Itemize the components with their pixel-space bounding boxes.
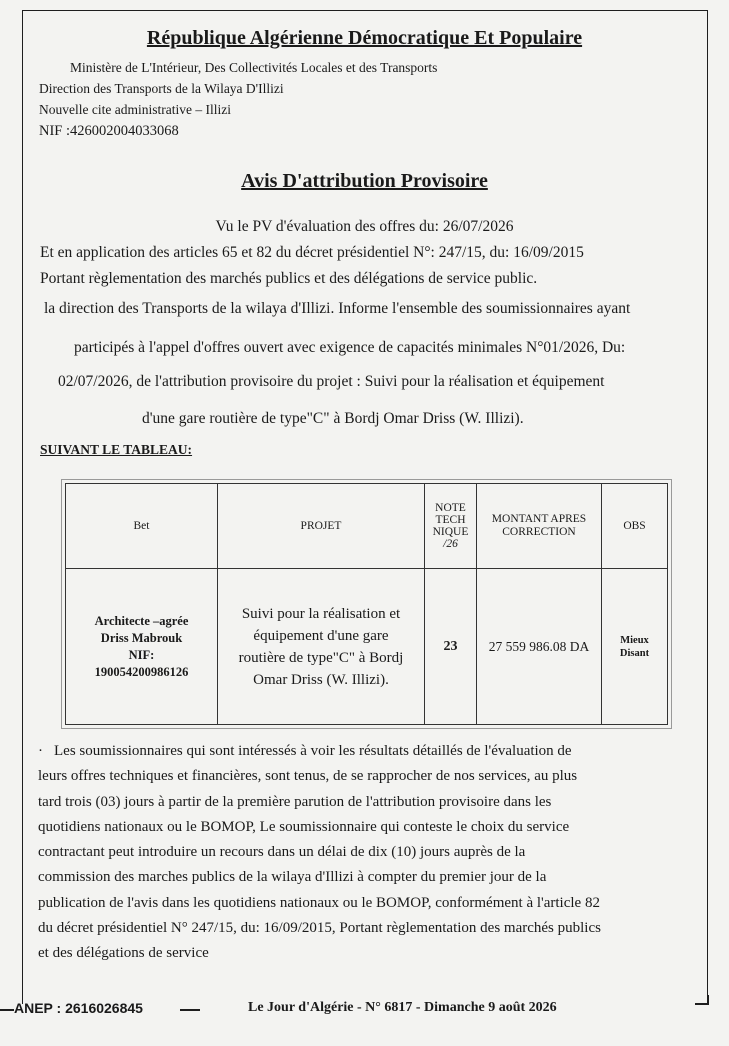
paragraph-line: quotidiens nationaux ou le BOMOP, Le soumissionnaire qui conteste le choix du service [38, 818, 570, 835]
header-bet: Bet [66, 484, 218, 569]
notice-line-1: Vu le PV d'évaluation des offres du: 26/07/2026 [215, 218, 514, 235]
cell-montant: 27 559 986.08 DA [477, 569, 602, 725]
paragraph-line: et des délégations de service [38, 945, 209, 962]
notice-line-3: Portant règlementation des marchés publics et des délégations de service public. [40, 270, 538, 287]
direction-line: Direction des Transports de la Wilaya D'Illizi [39, 81, 284, 96]
table-header-row [66, 484, 668, 569]
header-montant: MONTANT APRES CORRECTION [477, 484, 602, 569]
cell-obs: Mieux Disant [602, 569, 668, 725]
address-line: Nouvelle cite administrative – Illizi [39, 102, 231, 117]
paragraph-line: commission des marches publics de la wilaya d'Illizi à compter du premier jour de la [38, 869, 547, 886]
publication-info: Le Jour d'Algérie - N° 6817 - Dimanche 9 août 2026 [248, 1000, 557, 1015]
anep-reference: ANEP : 2616026845 [14, 1000, 143, 1016]
notice-line-7: d'une gare routière de type"C" à Bordj Omar Driss (W. Illizi). [142, 410, 524, 427]
cell-note: 23 [425, 569, 477, 725]
paragraph-line: leurs offres techniques et financières, sont tenus, de se rapprocher de nos services, au plus [38, 768, 578, 785]
header-projet: PROJET [218, 484, 425, 569]
paragraph-line: contractant peut introduire un recours dans un délai de dix (10) jours auprès de la [38, 844, 526, 861]
ministry-line: Ministère de L'Intérieur, Des Collectivités Locales et des Transports [70, 60, 438, 75]
notice-line-4: la direction des Transports de la wilaya d'Illizi. Informe l'ensemble des soumissionnaires ayant [44, 300, 631, 317]
notice-line-6: 02/07/2026, de l'attribution provisoire du projet : Suivi pour la réalisation et équipement [58, 373, 605, 390]
paragraph-line: du décret présidentiel N° 247/15, du: 16/09/2015, Portant règlementation des marchés publics [38, 920, 601, 937]
notice-line-5: participés à l'appel d'offres ouvert avec exigence de capacités minimales N°01/2026, Du: [74, 339, 626, 356]
footer-rule-mid [180, 1009, 200, 1011]
notice-line-2: Et en application des articles 65 et 82 du décret présidentiel N°: 247/15, du: 16/09/2015 [40, 244, 584, 261]
cell-bet: Architecte –agrée Driss Mabrouk NIF: 190054200986126 [66, 569, 218, 725]
results-paragraph [38, 739, 678, 967]
cell-projet: Suivi pour la réalisation et équipement d'une gare routière de type"C" à Bordj Omar Driss (W. Illizi). [218, 569, 425, 725]
footer-rule-left [0, 1009, 14, 1011]
paragraph-line: tard trois (03) jours à partir de la première parution de l'attribution provisoire dans les [38, 793, 552, 810]
republic-heading: République Algérienne Démocratique Et Populaire [146, 27, 583, 49]
footer-rule-corner [707, 995, 709, 1005]
header-note: NOTE TECH NIQUE /26 [425, 484, 477, 569]
table-row [66, 569, 668, 725]
attribution-table [65, 483, 668, 725]
bullet-dot: · [38, 743, 43, 759]
suivant-label: SUIVANT LE TABLEAU: [40, 442, 193, 457]
header-obs: OBS [602, 484, 668, 569]
paragraph-line: publication de l'avis dans les quotidiens nationaux ou le BOMOP, conformément à l'article 82 [38, 894, 600, 911]
paragraph-line: Les soumissionnaires qui sont intéressés à voir les résultats détaillés de l'évaluation de [54, 743, 572, 759]
nif-line: NIF :426002004033068 [39, 123, 179, 139]
notice-title: Avis D'attribution Provisoire [241, 170, 488, 192]
